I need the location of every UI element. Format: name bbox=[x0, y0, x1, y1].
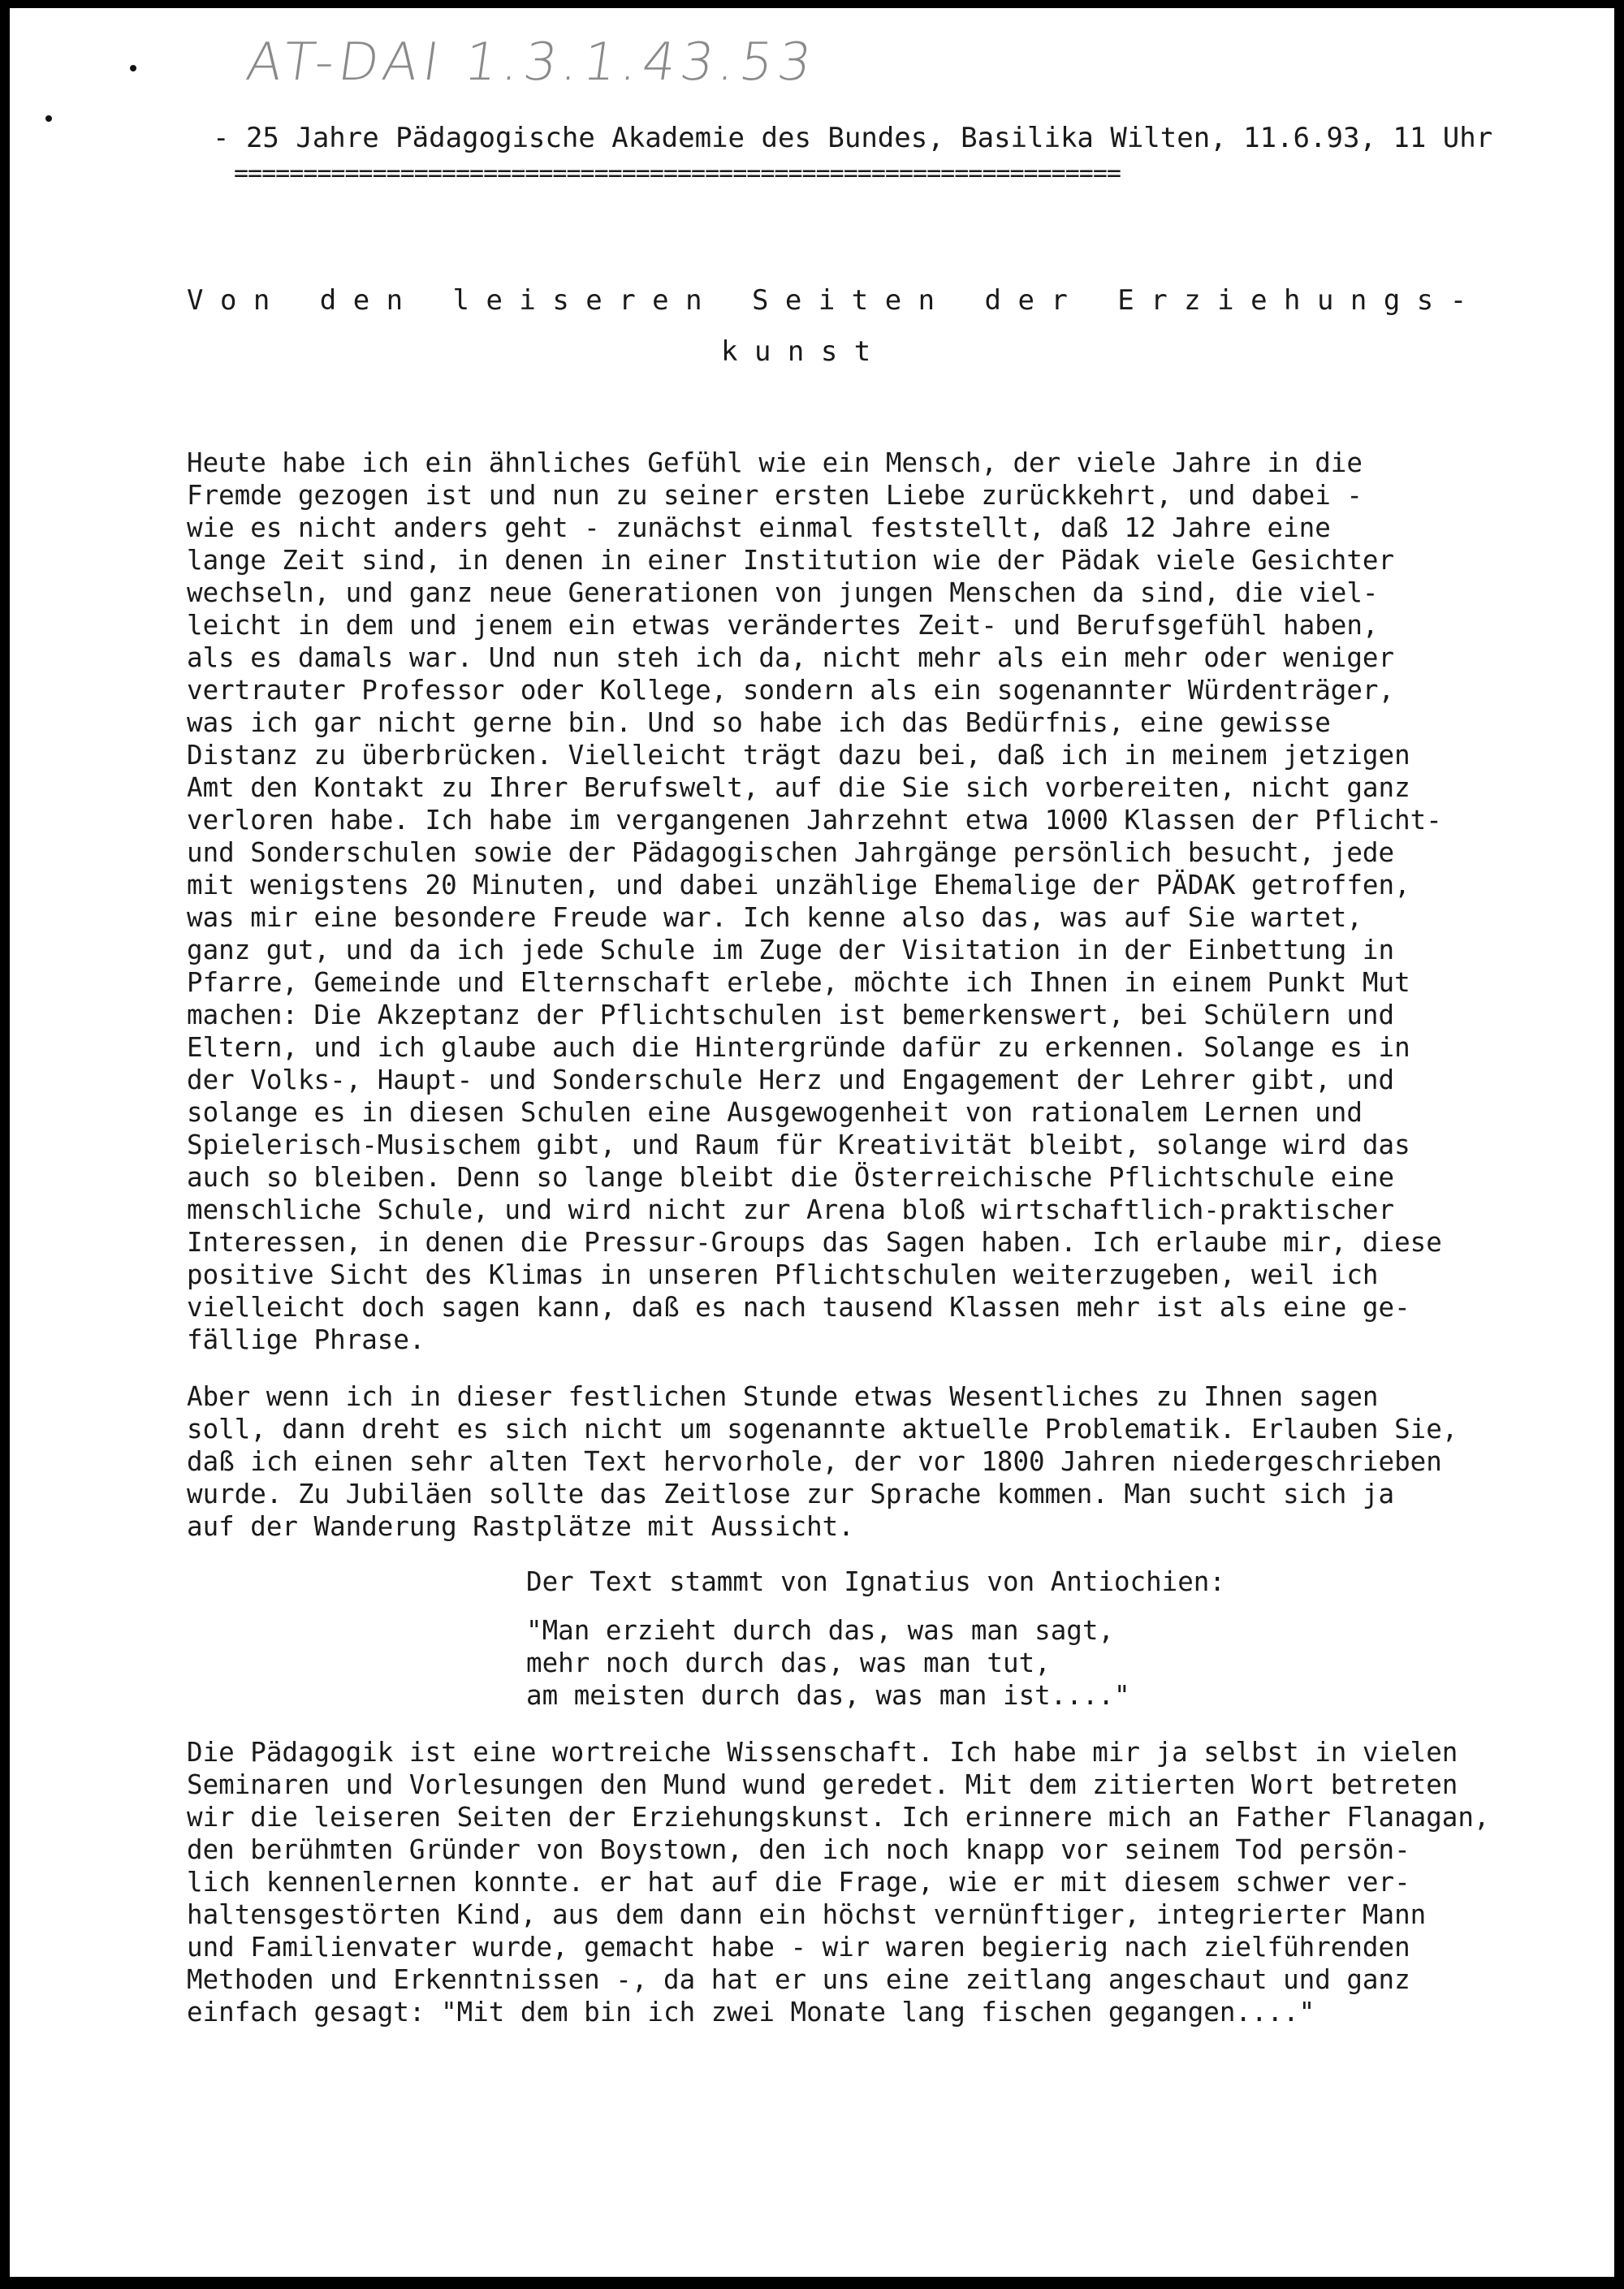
text-line: machen: Die Akzeptanz der Pflichtschulen ist bemerkenswert, bei Schülern und bbox=[187, 1000, 1395, 1030]
text-line: den berühmten Gründer von Boystown, den ich noch knapp vor seinem Tod persön- bbox=[187, 1834, 1410, 1865]
text-line: auf der Wanderung Rastplätze mit Aussicht. bbox=[187, 1511, 854, 1542]
text-line: mehr noch durch das, was man tut, bbox=[526, 1648, 1051, 1678]
text-line: auch so bleiben. Denn so lange bleibt die Österreichische Pflichtschule eine bbox=[187, 1162, 1395, 1193]
document-title-line-2: k u n s t bbox=[721, 335, 871, 368]
text-line: Pfarre, Gemeinde und Elternschaft erlebe, möchte ich Ihnen in einem Punkt Mut bbox=[187, 967, 1410, 998]
text-line: Fremde gezogen ist und nun zu seiner ersten Liebe zurückkehrt, und dabei - bbox=[187, 480, 1363, 511]
margin-dot bbox=[45, 115, 52, 122]
text-line: solange es in diesen Schulen eine Ausgewogenheit von rationalem Lernen und bbox=[187, 1097, 1363, 1128]
text-line: verloren habe. Ich habe im vergangenen Jahrzehnt etwa 1000 Klassen der Pflicht- bbox=[187, 805, 1442, 836]
text-line: Eltern, und ich glaube auch die Hintergründe dafür zu erkennen. Solange es in bbox=[187, 1032, 1410, 1063]
archive-signature-stamp: AT-DAI 1.3.1.43.53 bbox=[242, 32, 820, 93]
quote-block bbox=[526, 1614, 1130, 1712]
text-line: daß ich einen sehr alten Text hervorhole, der vor 1800 Jahren niedergeschrieben bbox=[187, 1446, 1442, 1477]
text-line: der Volks-, Haupt- und Sonderschule Herz und Engagement der Lehrer gibt, und bbox=[187, 1065, 1395, 1095]
text-line: vielleicht doch sagen kann, daß es nach tausend Klassen mehr ist als eine ge- bbox=[187, 1292, 1410, 1323]
document-page bbox=[10, 8, 1614, 2277]
text-line: als es damals war. Und nun steh ich da, nicht mehr als ein mehr oder weniger bbox=[187, 642, 1395, 673]
text-line: was mir eine besondere Freude war. Ich kenne also das, was auf Sie wartet, bbox=[187, 902, 1363, 933]
text-line: was ich gar nicht gerne bin. Und so habe ich das Bedürfnis, eine gewisse bbox=[187, 707, 1331, 738]
text-line: wechseln, und ganz neue Generationen von jungen Menschen da sind, die viel- bbox=[187, 577, 1379, 608]
text-line: Heute habe ich ein ähnliches Gefühl wie ein Mensch, der viele Jahre in die bbox=[187, 447, 1363, 478]
text-line: mit wenigstens 20 Minuten, und dabei unzählige Ehemalige der PÄDAK getroffen, bbox=[187, 870, 1410, 900]
text-line: Aber wenn ich in dieser festlichen Stunde etwas Wesentliches zu Ihnen sagen bbox=[187, 1381, 1379, 1412]
text-line: lich kennenlernen konnte. er hat auf die Frage, wie er mit diesem schwer ver- bbox=[187, 1867, 1410, 1898]
text-line: leicht in dem und jenem ein etwas verändertes Zeit- und Berufsgefühl haben, bbox=[187, 610, 1379, 641]
text-line: und Sonderschulen sowie der Pädagogischen Jahrgänge persönlich besucht, jede bbox=[187, 837, 1395, 868]
paragraph-3 bbox=[187, 1736, 1489, 2028]
text-line: haltensgestörten Kind, aus dem dann ein höchst vernünftiger, integrierter Mann bbox=[187, 1899, 1427, 1930]
header-underline: ================================================================ bbox=[234, 159, 1121, 188]
text-line: und Familienvater wurde, gemacht habe - wir waren begierig nach zielführenden bbox=[187, 1932, 1410, 1963]
margin-dot bbox=[130, 65, 136, 71]
quote-intro: Der Text stammt von Ignatius von Antiochien: bbox=[526, 1566, 1225, 1597]
text-line: Spielerisch-Musischem gibt, und Raum für Kreativität bleibt, solange wird das bbox=[187, 1129, 1410, 1160]
text-line: einfach gesagt: "Mit dem bin ich zwei Monate lang fischen gegangen...." bbox=[187, 1997, 1315, 2028]
text-line: ganz gut, und da ich jede Schule im Zuge der Visitation in der Einbettung in bbox=[187, 935, 1395, 965]
document-title-line-1: V o n d e n l e i s e r e n S e i t e n d e r E r z i e h u n g s - bbox=[187, 284, 1467, 317]
text-line: Methoden und Erkenntnissen -, da hat er uns eine zeitlang angeschaut und ganz bbox=[187, 1964, 1410, 1995]
text-line: Distanz zu überbrücken. Vielleicht trägt dazu bei, daß ich in meinem jetzigen bbox=[187, 740, 1410, 771]
text-line: Interessen, in denen die Pressur-Groups das Sagen haben. Ich erlaube mir, diese bbox=[187, 1227, 1442, 1258]
text-line: Seminaren und Vorlesungen den Mund wund geredet. Mit dem zitierten Wort betreten bbox=[187, 1769, 1458, 1800]
text-line: soll, dann dreht es sich nicht um sogenannte aktuelle Problematik. Erlauben Sie, bbox=[187, 1414, 1458, 1445]
text-line: Amt den Kontakt zu Ihrer Berufswelt, auf die Sie sich vorbereiten, nicht ganz bbox=[187, 772, 1410, 803]
text-line: vertrauter Professor oder Kollege, sondern als ein sogenannter Würdenträger, bbox=[187, 675, 1395, 706]
text-line: positive Sicht des Klimas in unseren Pflichtschulen weiterzugeben, weil ich bbox=[187, 1259, 1379, 1290]
text-line: lange Zeit sind, in denen in einer Institution wie der Pädak viele Gesichter bbox=[187, 545, 1395, 576]
text-line: fällige Phrase. bbox=[187, 1324, 425, 1355]
text-line: wurde. Zu Jubiläen sollte das Zeitlose zur Sprache kommen. Man sucht sich ja bbox=[187, 1479, 1395, 1509]
header-line: - 25 Jahre Pädagogische Akademie des Bundes, Basilika Wilten, 11.6.93, 11 Uhr bbox=[213, 122, 1493, 154]
paragraph-2 bbox=[187, 1380, 1458, 1543]
text-line: wir die leiseren Seiten der Erziehungskunst. Ich erinnere mich an Father Flanagan, bbox=[187, 1802, 1490, 1833]
text-line: wie es nicht anders geht - zunächst einmal feststellt, daß 12 Jahre eine bbox=[187, 512, 1331, 543]
text-line: "Man erzieht durch das, was man sagt, bbox=[526, 1615, 1114, 1646]
text-line: menschliche Schule, und wird nicht zur Arena bloß wirtschaftlich-praktischer bbox=[187, 1194, 1395, 1225]
paragraph-1 bbox=[187, 447, 1442, 1356]
text-line: Die Pädagogik ist eine wortreiche Wissenschaft. Ich habe mir ja selbst in vielen bbox=[187, 1737, 1458, 1768]
text-line: am meisten durch das, was man ist...." bbox=[526, 1680, 1130, 1711]
